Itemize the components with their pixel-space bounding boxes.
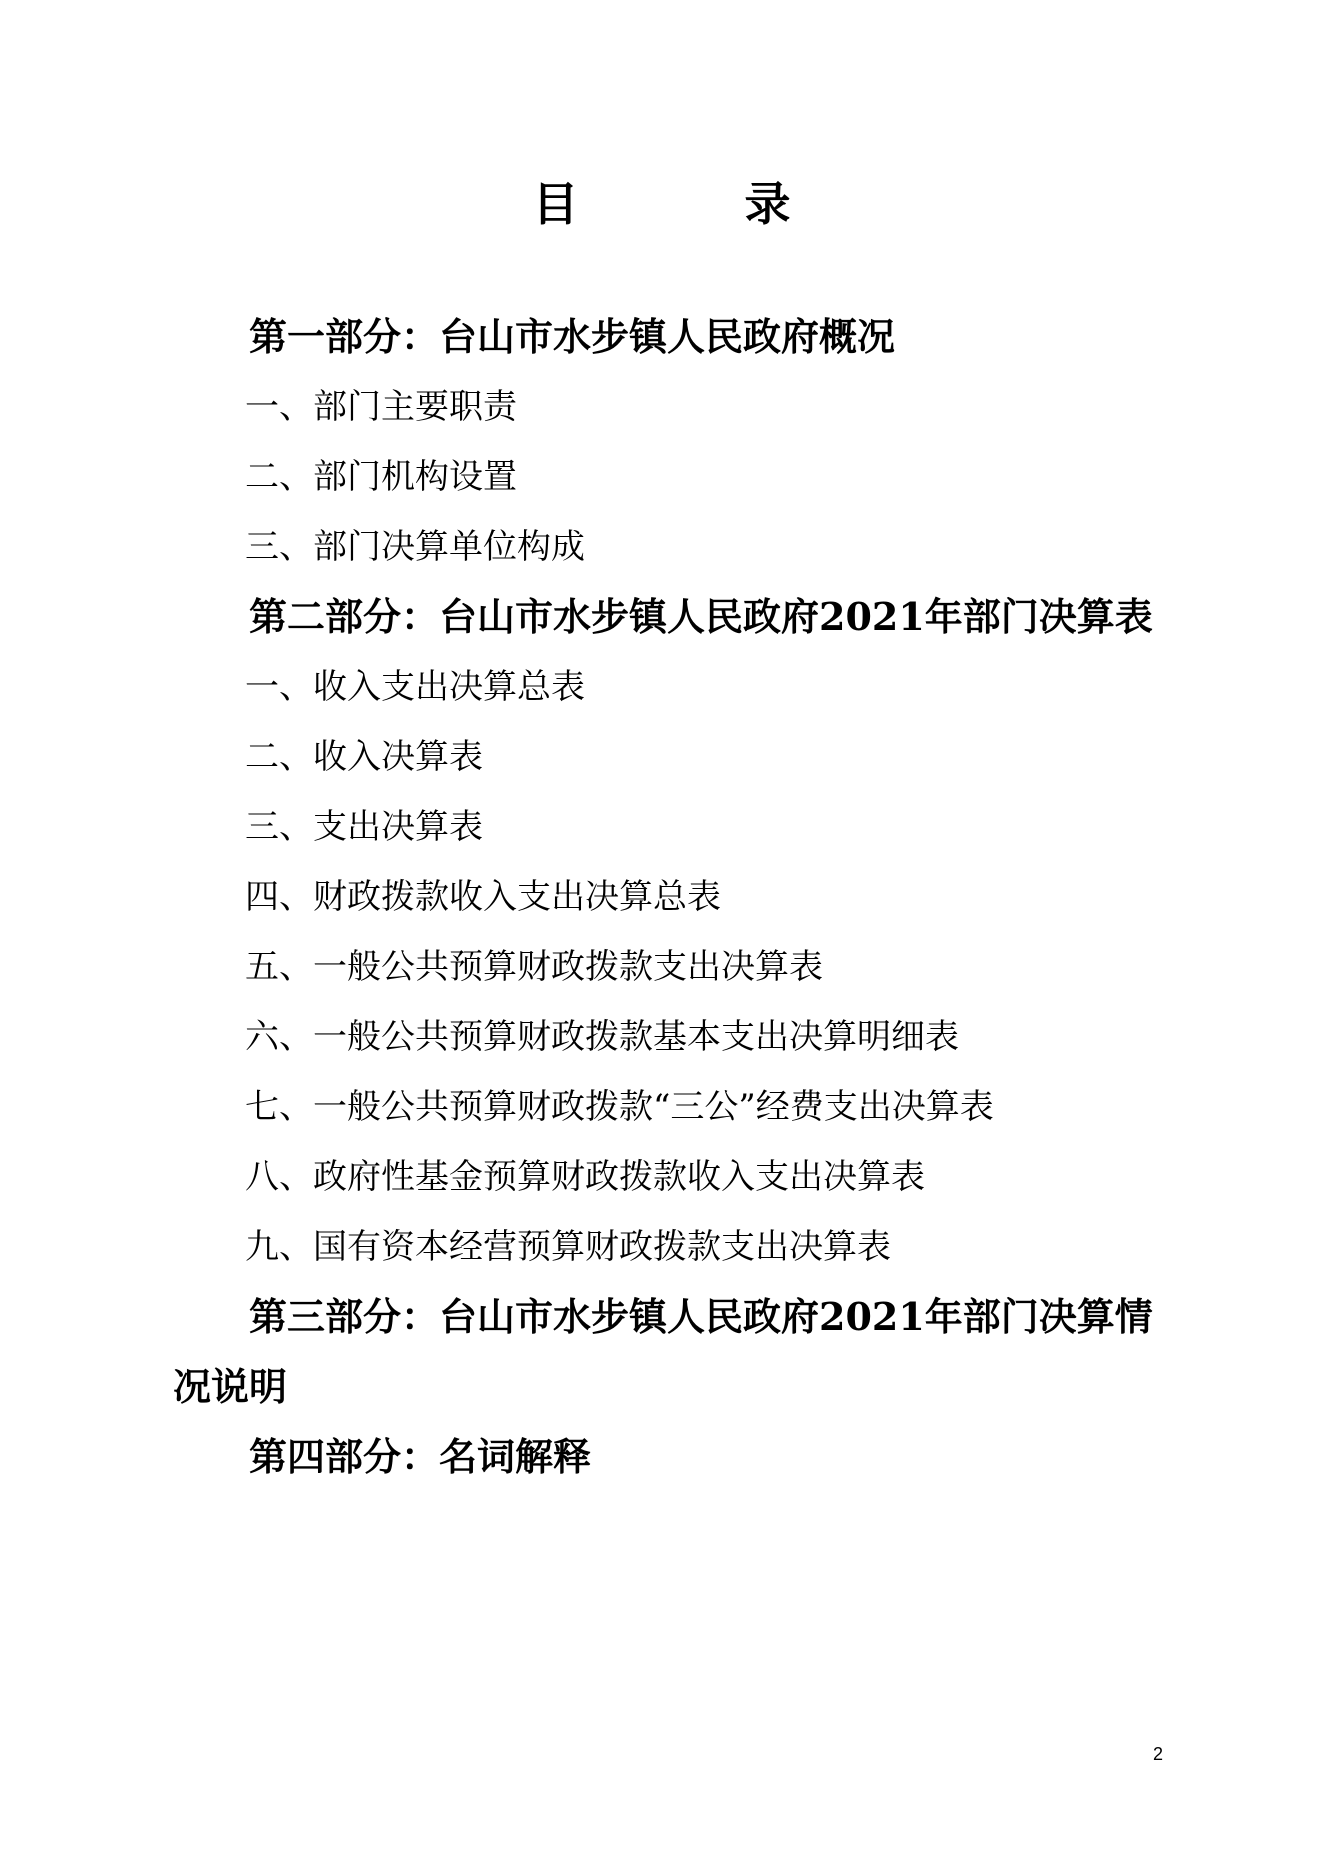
toc-part-1: 第一部分：台山市水步镇人民政府概况	[249, 314, 896, 359]
table-of-contents	[173, 302, 1161, 1492]
toc-item: 九、国有资本经营预算财政拨款支出决算表	[245, 1227, 891, 1267]
toc-item: 三、部门决算单位构成	[245, 527, 585, 567]
toc-item: 八、政府性基金预算财政拨款收入支出决算表	[245, 1157, 925, 1197]
title-char-1: 目	[532, 177, 579, 231]
toc-item: 四、财政拨款收入支出决算总表	[245, 877, 721, 917]
page-number: 2	[1152, 1744, 1163, 1764]
toc-part-2: 第二部分：台山市水步镇人民政府2021年部门决算表	[249, 594, 1153, 639]
toc-part-4: 第四部分：名词解释	[249, 1434, 592, 1479]
toc-item: 一、收入支出决算总表	[245, 667, 585, 707]
toc-part-3: 第三部分：台山市水步镇人民政府2021年部门决算情况说明	[173, 1294, 1153, 1409]
toc-item: 五、一般公共预算财政拨款支出决算表	[245, 947, 823, 987]
toc-item: 二、部门机构设置	[245, 457, 517, 497]
toc-item: 二、收入决算表	[245, 737, 483, 777]
toc-item: 六、一般公共预算财政拨款基本支出决算明细表	[245, 1017, 959, 1057]
toc-item: 三、支出决算表	[245, 807, 483, 847]
page-title	[0, 168, 1323, 234]
title-char-2: 录	[744, 177, 791, 231]
toc-item: 一、部门主要职责	[245, 387, 517, 427]
toc-item: 七、一般公共预算财政拨款“三公”经费支出决算表	[245, 1087, 994, 1127]
